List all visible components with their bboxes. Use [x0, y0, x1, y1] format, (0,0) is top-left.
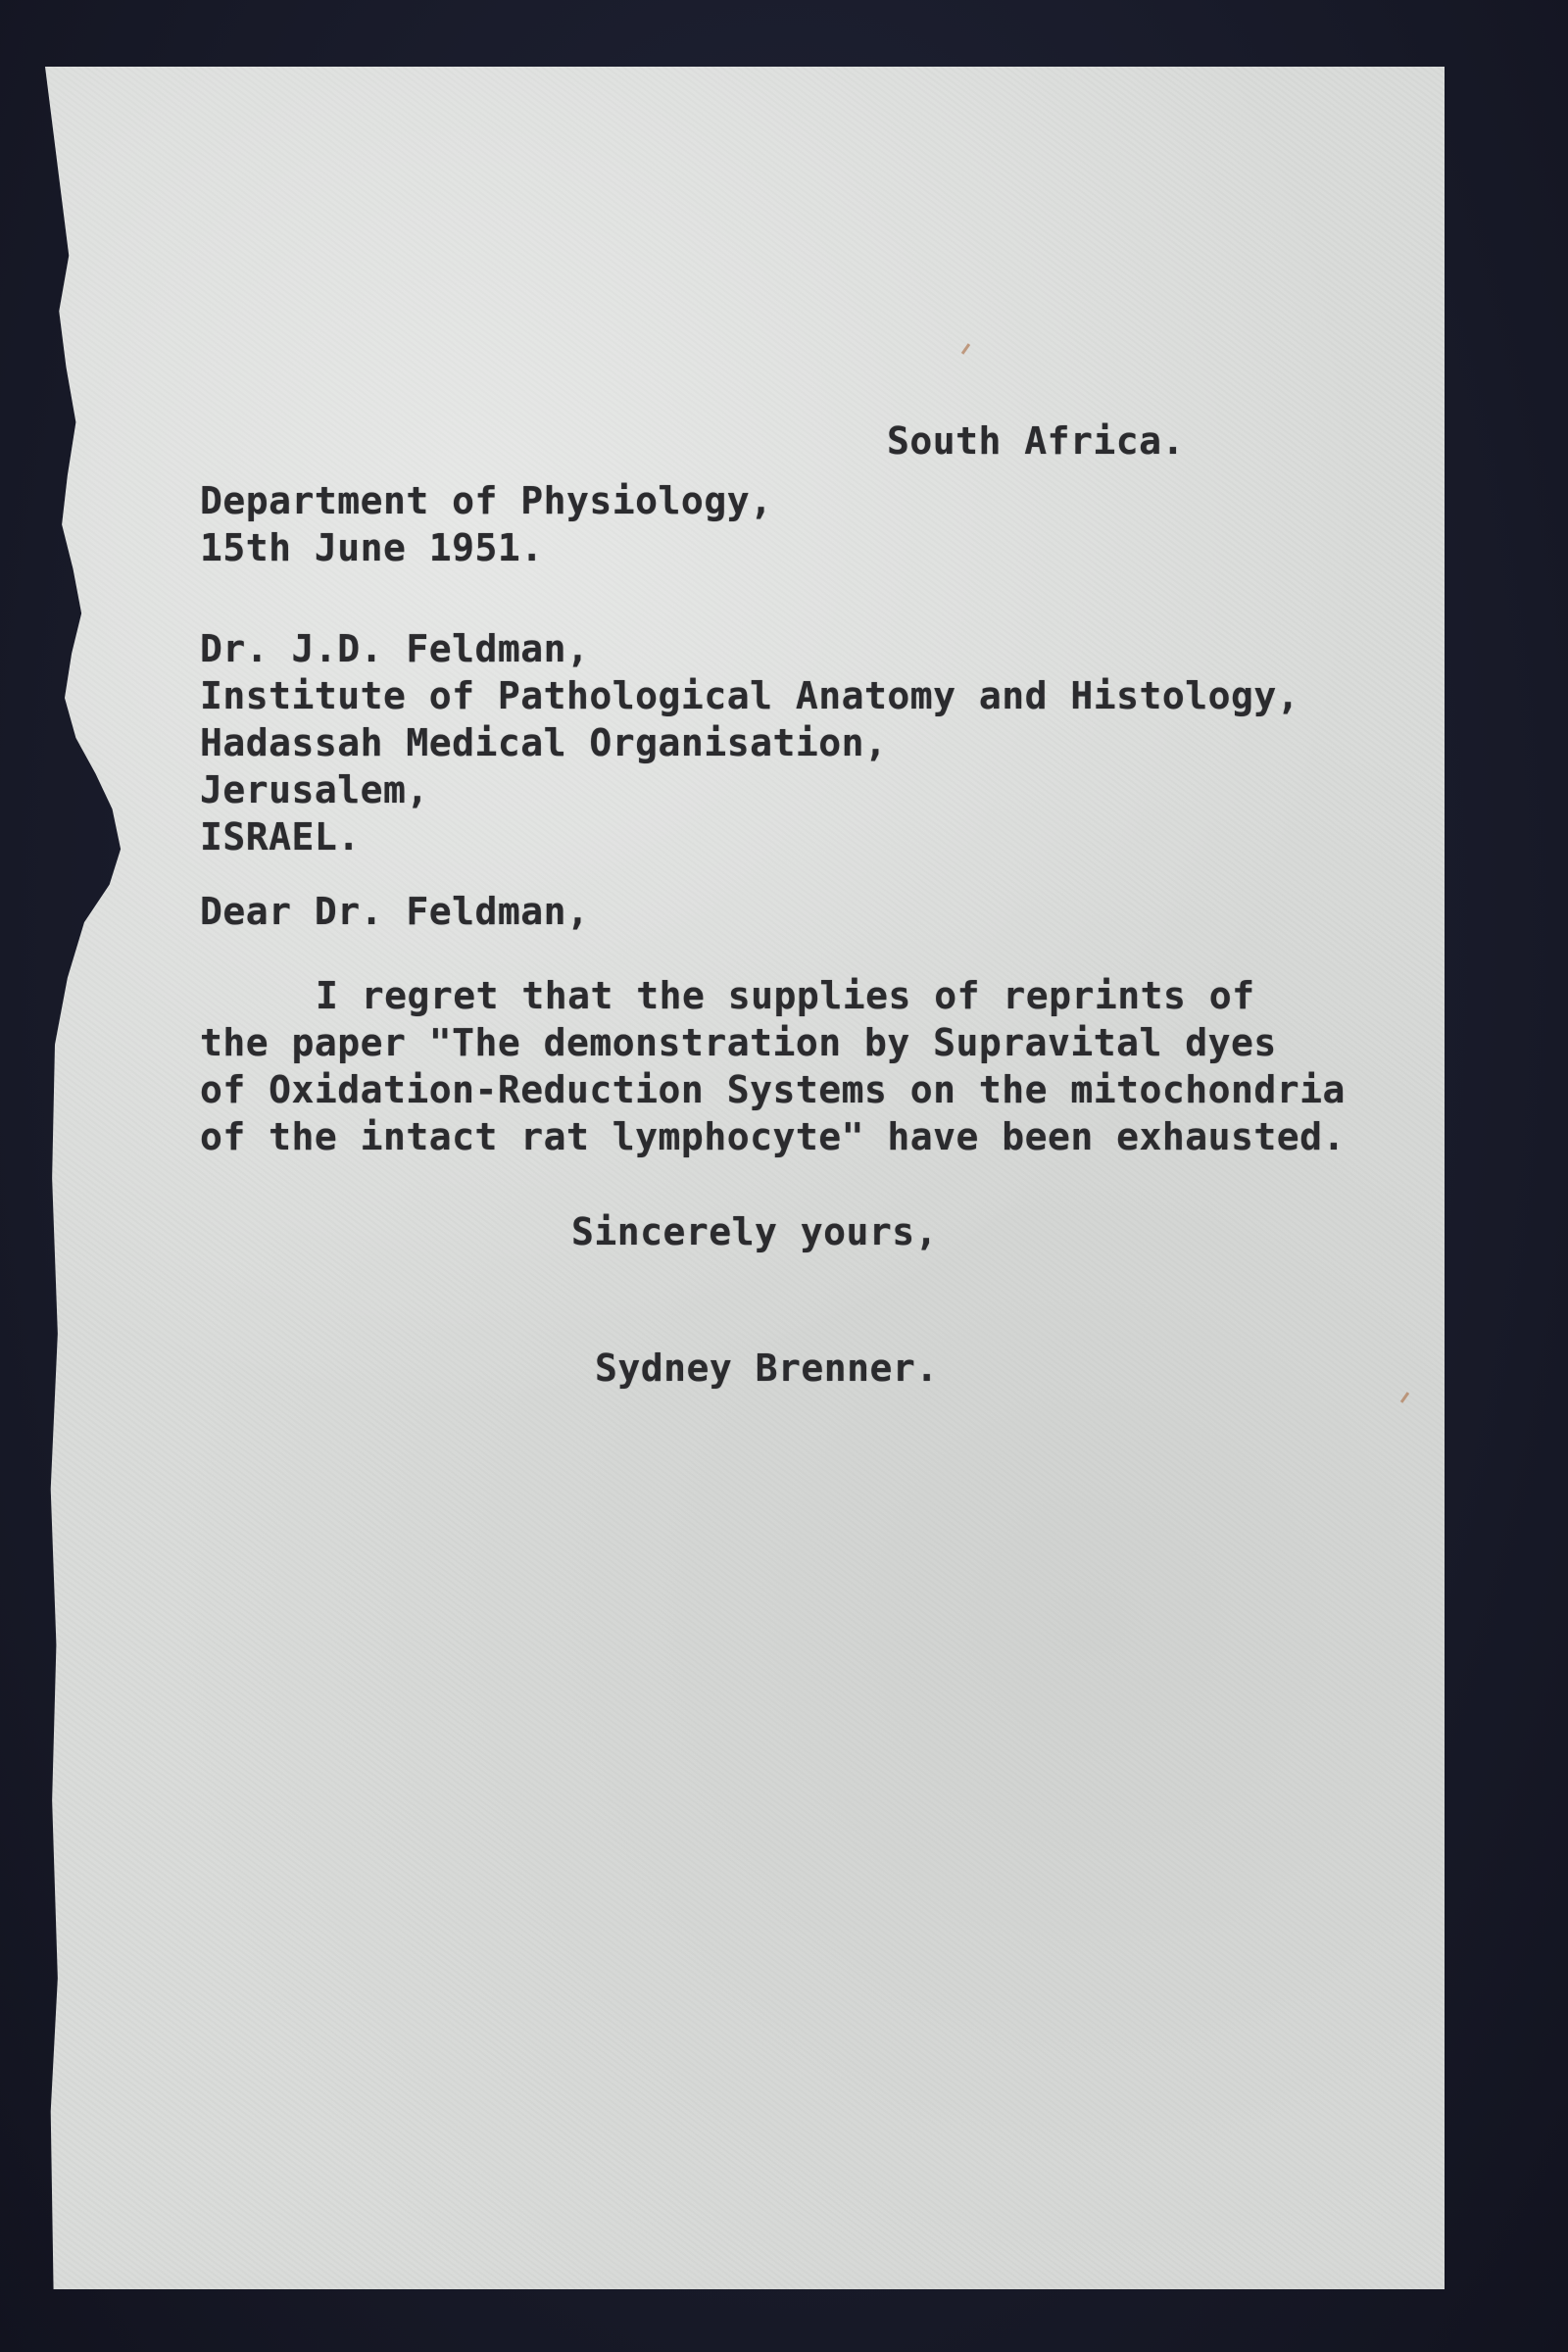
paper-mark: [961, 343, 970, 355]
location-line: South Africa.: [887, 419, 1185, 463]
sender-department: Department of Physiology,: [200, 479, 773, 522]
salutation: Dear Dr. Feldman,: [200, 890, 590, 933]
recipient-city: Jerusalem,: [200, 768, 429, 811]
body-line: the paper "The demonstration by Supravital dyes: [200, 1021, 1277, 1064]
paper-mark: [1400, 1392, 1409, 1403]
letter-date: 15th June 1951.: [200, 526, 544, 569]
letter-paper: [45, 67, 1445, 2289]
sender-block: [200, 477, 772, 571]
recipient-address: [200, 625, 1299, 860]
recipient-institute: Institute of Pathological Anatomy and Histology,: [200, 674, 1300, 717]
signature-name: Sydney Brenner.: [595, 1347, 939, 1390]
recipient-organisation: Hadassah Medical Organisation,: [200, 721, 888, 764]
body-line: of the intact rat lymphocyte" have been exhausted.: [200, 1115, 1346, 1158]
recipient-country: ISRAEL.: [200, 815, 361, 858]
letter-body: [200, 972, 1346, 1160]
closing: Sincerely yours,: [571, 1210, 939, 1253]
body-line: I regret that the supplies of reprints of: [316, 974, 1255, 1017]
recipient-name: Dr. J.D. Feldman,: [200, 627, 590, 670]
body-line: of Oxidation-Reduction Systems on the mitochondria: [200, 1068, 1346, 1111]
